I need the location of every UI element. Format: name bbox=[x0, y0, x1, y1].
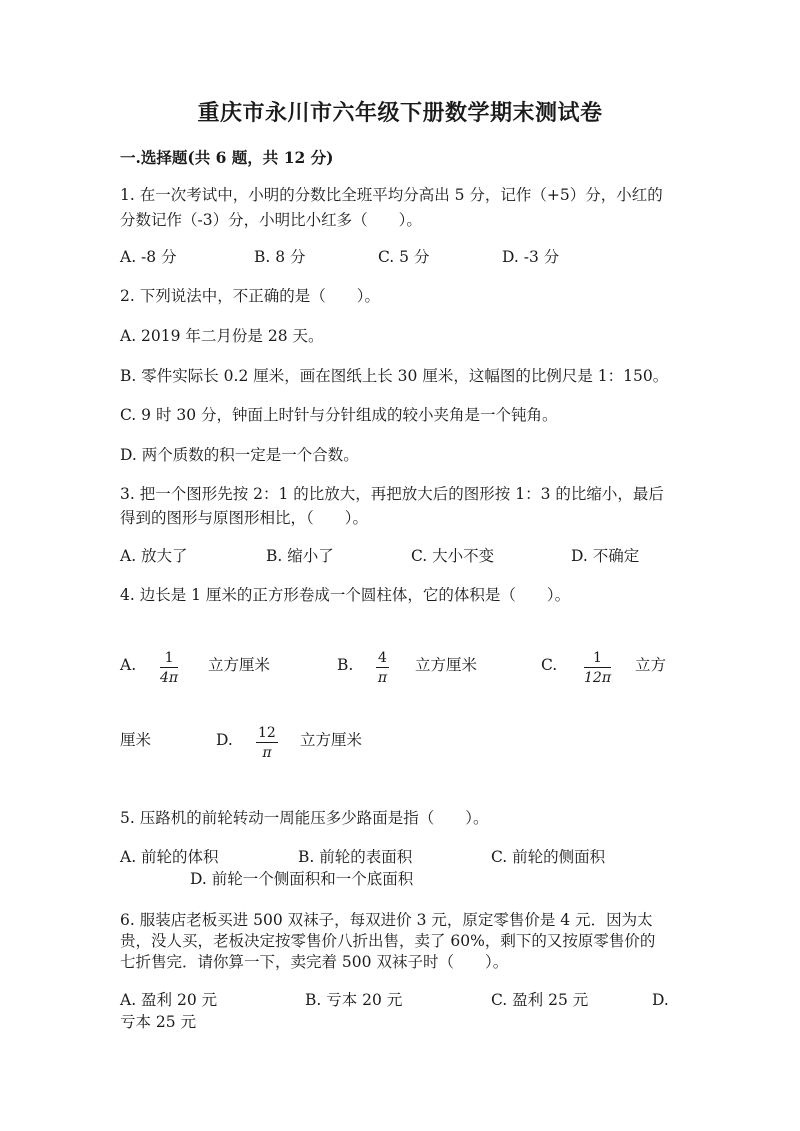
q1-option-c: C. 5 分 bbox=[378, 248, 430, 266]
q5-option-a: A. 前轮的体积 bbox=[120, 848, 219, 866]
q6-option-d-label: D. bbox=[652, 991, 669, 1009]
q4-stem: 4. 边长是 1 厘米的正方形卷成一个圆柱体，它的体积是（ ）。 bbox=[120, 586, 571, 604]
q4-option-c-fraction bbox=[584, 651, 611, 685]
q2-option-a: A. 2019 年二月份是 28 天。 bbox=[120, 327, 324, 345]
fraction-numerator: 1 bbox=[164, 650, 174, 666]
q4-option-c-unit-part2: 厘米 bbox=[120, 731, 152, 749]
q4-option-a-unit: 立方厘米 bbox=[208, 656, 271, 674]
fraction-denominator: 12π bbox=[584, 670, 612, 686]
q4-option-c-label: C. bbox=[541, 656, 558, 674]
q3-option-d: D. 不确定 bbox=[571, 547, 640, 565]
q4-option-d-fraction bbox=[256, 726, 278, 760]
q1-stem-line1: 1. 在一次考试中，小明的分数比全班平均分高出 5 分，记作（+5）分，小红的 bbox=[120, 186, 663, 204]
q5-stem: 5. 压路机的前轮转动一周能压多少路面是指（ ）。 bbox=[120, 809, 489, 827]
q5-option-d: D. 前轮一个侧面积和一个底面积 bbox=[190, 870, 414, 888]
q4-option-a-fraction bbox=[160, 651, 178, 685]
q6-option-c: C. 盈利 25 元 bbox=[491, 991, 589, 1009]
q3-stem-line2: 得到的图形与原图形相比，（ ）。 bbox=[120, 509, 369, 527]
q4-option-c-unit-part1: 立方 bbox=[635, 656, 667, 674]
q4-option-b-fraction bbox=[376, 651, 389, 685]
q5-option-b: B. 前轮的表面积 bbox=[298, 848, 413, 866]
q1-stem-line2: 分数记作（-3）分，小明比小红多（ ）。 bbox=[120, 211, 422, 229]
fraction-denominator: π bbox=[377, 670, 388, 686]
fraction-numerator: 4 bbox=[378, 650, 387, 666]
q6-stem-line3: 七折售完．请你算一下，卖完着 500 双袜子时（ ）。 bbox=[120, 953, 509, 971]
fraction-numerator: 1 bbox=[593, 650, 602, 666]
q1-option-d: D. -3 分 bbox=[502, 248, 560, 266]
q6-option-b: B. 亏本 20 元 bbox=[305, 991, 403, 1009]
fraction-denominator: π bbox=[262, 745, 272, 761]
q2-stem: 2. 下列说法中，不正确的是（ ）。 bbox=[120, 287, 380, 305]
q3-stem-line1: 3. 把一个图形先按 2：1 的比放大，再把放大后的图形按 1：3 的比缩小，最后 bbox=[120, 485, 664, 503]
page-title: 重庆市永川市六年级下册数学期末测试卷 bbox=[197, 100, 603, 126]
q6-stem-line1: 6. 服装店老板买进 500 双袜子，每双进价 3 元，原定零售价是 4 元．因为太 bbox=[120, 911, 653, 929]
q2-option-d: D. 两个质数的积一定是一个合数。 bbox=[120, 446, 359, 464]
q4-option-a-label: A. bbox=[120, 656, 137, 674]
q3-option-b: B. 缩小了 bbox=[266, 547, 334, 565]
q5-option-c: C. 前轮的侧面积 bbox=[491, 848, 606, 866]
q4-option-b-unit: 立方厘米 bbox=[415, 656, 478, 674]
q1-option-b: B. 8 分 bbox=[254, 248, 306, 266]
q6-option-d-text: 亏本 25 元 bbox=[120, 1013, 197, 1031]
q4-option-d-label: D. bbox=[216, 731, 233, 749]
fraction-denominator: 4π bbox=[160, 670, 179, 686]
q1-option-a: A. -8 分 bbox=[120, 248, 177, 266]
section-heading: 一.选择题(共 6 题，共 12 分) bbox=[120, 148, 334, 167]
q4-option-b-label: B. bbox=[337, 656, 354, 674]
q3-option-a: A. 放大了 bbox=[120, 547, 188, 565]
q4-option-d-unit: 立方厘米 bbox=[300, 731, 363, 749]
q2-option-b: B. 零件实际长 0.2 厘米，画在图纸上长 30 厘米，这幅图的比例尺是 1：150。 bbox=[120, 367, 669, 385]
fraction-numerator: 12 bbox=[258, 725, 276, 741]
q6-option-a: A. 盈利 20 元 bbox=[120, 991, 218, 1009]
q2-option-c: C. 9 时 30 分，钟面上时针与分针组成的较小夹角是一个钝角。 bbox=[120, 406, 558, 424]
q3-option-c: C. 大小不变 bbox=[411, 547, 495, 565]
q6-stem-line2: 贵，没人买，老板决定按零售价八折出售，卖了 60%，剩下的又按原零售价的 bbox=[120, 932, 656, 950]
